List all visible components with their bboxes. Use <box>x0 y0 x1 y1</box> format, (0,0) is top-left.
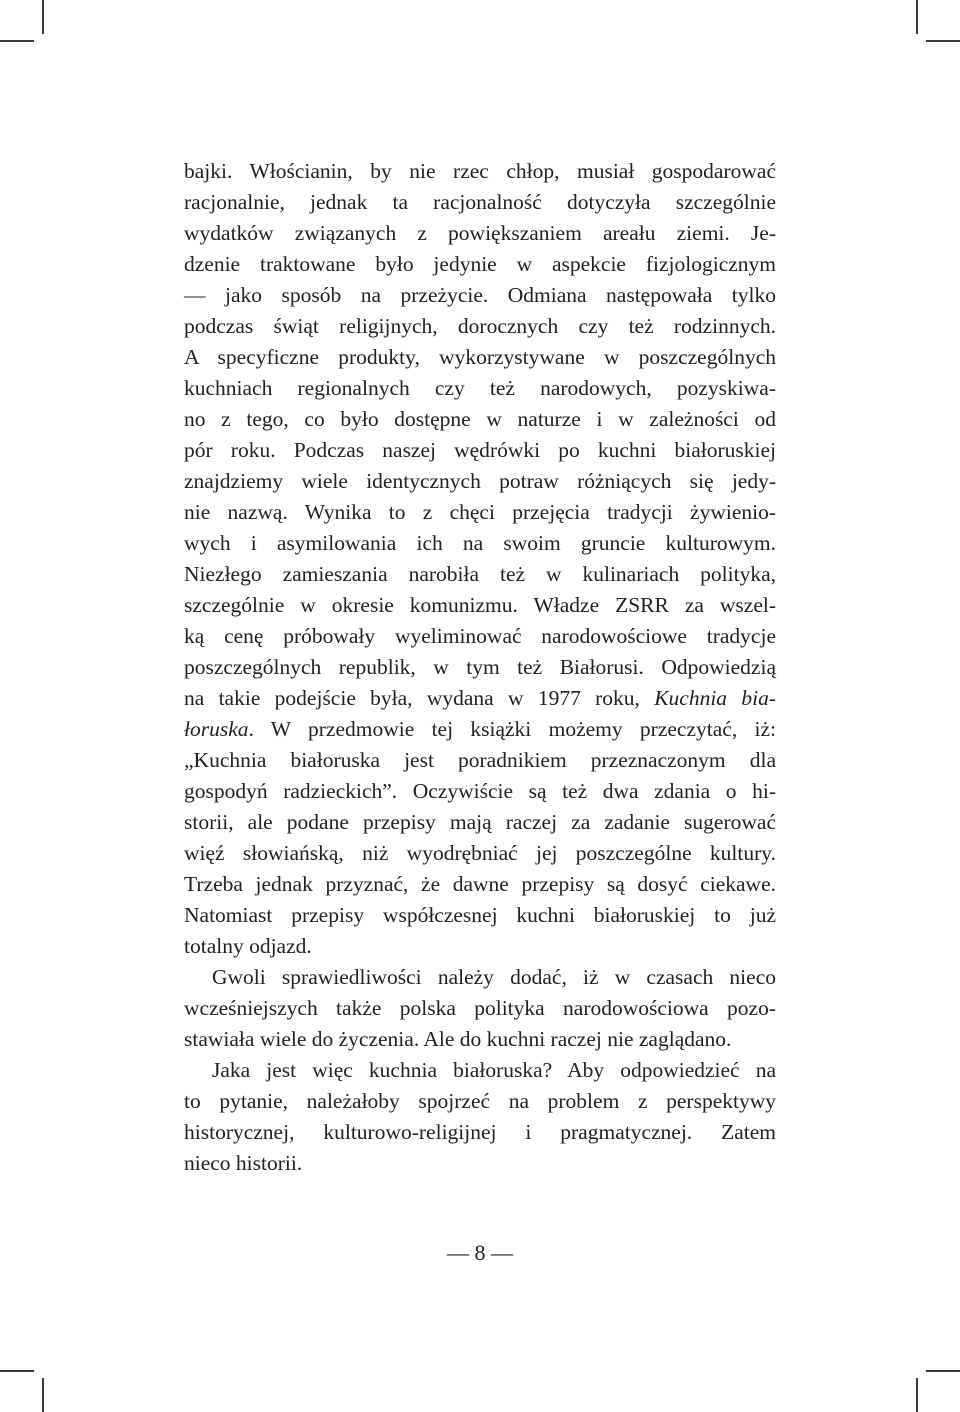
text-run: . W przedmowie tej książki możemy przeczytać, iż: <box>248 717 776 741</box>
text-line: stawiała wiele do życzenia. Ale do kuchni raczej nie zaglądano. <box>184 1027 732 1051</box>
book-title-italic: łoruska <box>184 717 249 741</box>
text-line: więź słowiańską, niż wyodrębniać jej poszczególne kultury. <box>184 841 776 865</box>
text-line: poszczególnych republik, w tym też Białorusi. Odpowiedzią <box>184 655 776 679</box>
crop-mark-bottom-right-vertical <box>916 1378 918 1412</box>
text-run: na takie podejście była, wydana w 1977 roku, <box>184 686 655 710</box>
text-line: szczególnie w okresie komunizmu. Władze ZSRR za wszel- <box>184 593 776 617</box>
text-line <box>184 683 776 714</box>
paragraph-1 <box>184 156 776 962</box>
book-title-italic: Kuchnia bia- <box>654 686 776 710</box>
text-line: „Kuchnia białoruska jest poradnikiem przeznaczonym dla <box>184 748 776 772</box>
text-line: Niezłego zamieszania narobiła też w kulinariach polityka, <box>184 562 776 586</box>
text-line: pór roku. Podczas naszej wędrówki po kuchni białoruskiej <box>184 438 776 462</box>
crop-mark-top-left-vertical <box>42 0 44 34</box>
text-line: kuchniach regionalnych czy też narodowych, pozyskiwa- <box>184 376 776 400</box>
text-line: wydatków związanych z powiększaniem areału ziemi. Je- <box>184 221 776 245</box>
crop-mark-bottom-left-vertical <box>42 1378 44 1412</box>
text-line: podczas świąt religijnych, dorocznych czy też rodzinnych. <box>184 314 776 338</box>
text-line: wych i asymilowania ich na swoim gruncie kulturowym. <box>184 531 776 555</box>
text-line: A specyficzne produkty, wykorzystywane w poszczególnych <box>184 345 776 369</box>
text-line: Trzeba jednak przyznać, że dawne przepisy są dosyć ciekawe. <box>184 872 776 896</box>
crop-mark-bottom-right-horizontal <box>926 1370 960 1372</box>
text-line: Gwoli sprawiedliwości należy dodać, iż w czasach nieco <box>212 965 776 989</box>
text-line: znajdziemy wiele identycznych potraw różniących się jedy- <box>184 469 776 493</box>
text-line: historycznej, kulturowo-religijnej i pragmatycznej. Zatem <box>184 1120 776 1144</box>
text-line <box>184 714 776 745</box>
text-line: gospodyń radzieckich”. Oczywiście są też dwa zdania o hi- <box>184 779 776 803</box>
text-line: — jako sposób na przeżycie. Odmiana następowała tylko <box>184 283 776 307</box>
text-line: Natomiast przepisy współczesnej kuchni białoruskiej to już <box>184 903 776 927</box>
text-line: bajki. Włościanin, by nie rzec chłop, musiał gospodarować <box>184 159 776 183</box>
text-line: ką cenę próbowały wyeliminować narodowościowe tradycje <box>184 624 776 648</box>
crop-mark-bottom-left-horizontal <box>0 1370 34 1372</box>
text-line: Jaka jest więc kuchnia białoruska? Aby odpowiedzieć na <box>212 1058 776 1082</box>
text-line: to pytanie, należałoby spojrzeć na problem z perspektywy <box>184 1089 776 1113</box>
text-line: wcześniejszych także polska polityka narodowościowa pozo- <box>184 996 776 1020</box>
crop-mark-top-right-vertical <box>916 0 918 34</box>
text-line: no z tego, co było dostępne w naturze i w zależności od <box>184 407 776 431</box>
text-line: totalny odjazd. <box>184 934 312 958</box>
paragraph-3 <box>184 1055 776 1179</box>
crop-mark-top-right-horizontal <box>926 40 960 42</box>
text-line: racjonalnie, jednak ta racjonalność dotyczyła szczególnie <box>184 190 776 214</box>
page-number: — 8 — <box>447 1240 513 1265</box>
crop-mark-top-left-horizontal <box>0 40 34 42</box>
text-line: storii, ale podane przepisy mają raczej za zadanie sugerować <box>184 810 776 834</box>
text-line: nie nazwą. Wynika to z chęci przejęcia tradycji żywienio- <box>184 500 776 524</box>
text-line: nieco historii. <box>184 1151 303 1175</box>
text-line: dzenie traktowane było jedynie w aspekcie fizjologicznym <box>184 252 776 276</box>
body-text <box>184 156 776 1179</box>
paragraph-2 <box>184 962 776 1055</box>
